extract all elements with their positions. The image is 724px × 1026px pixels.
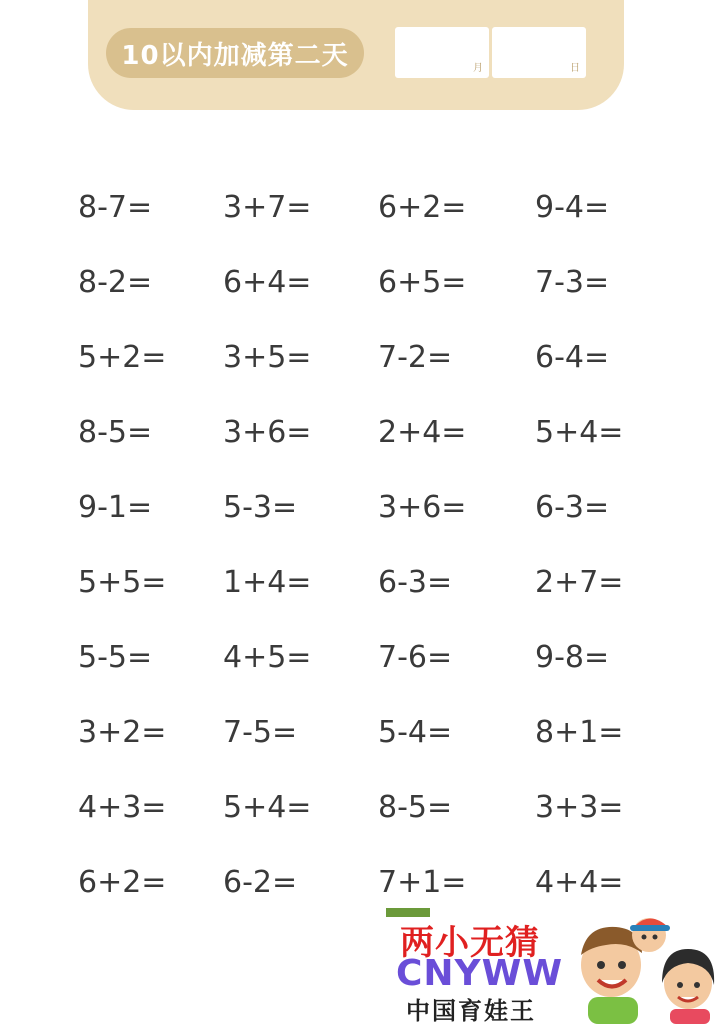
worksheet-title: 10以内加减第二天 <box>106 28 364 78</box>
math-problem: 5+4= <box>535 415 624 450</box>
math-problem: 5-5= <box>78 640 153 675</box>
math-problem: 3+6= <box>223 415 312 450</box>
math-problem: 6-4= <box>535 340 610 375</box>
math-problem: 9-4= <box>535 190 610 225</box>
math-problem: 5-4= <box>378 715 453 750</box>
math-problem: 6+5= <box>378 265 467 300</box>
math-problem: 8-5= <box>378 790 453 825</box>
math-problem: 7-5= <box>223 715 298 750</box>
watermark-line-1: 两小无猜 <box>400 923 540 963</box>
math-problem: 2+4= <box>378 415 467 450</box>
math-problem: 9-8= <box>535 640 610 675</box>
math-problem: 6-3= <box>535 490 610 525</box>
math-problem: 4+5= <box>223 640 312 675</box>
math-problem: 6-3= <box>378 565 453 600</box>
watermark-logo <box>386 905 724 1024</box>
math-problem: 5+5= <box>78 565 167 600</box>
watermark-line-3: 中国育娃王 <box>406 997 536 1025</box>
math-problem: 3+6= <box>378 490 467 525</box>
day-unit-label: 日 <box>570 63 580 74</box>
math-problem: 4+3= <box>78 790 167 825</box>
math-problem: 5-3= <box>223 490 298 525</box>
math-problem: 3+5= <box>223 340 312 375</box>
math-problem: 6+2= <box>78 865 167 900</box>
math-problem: 8-7= <box>78 190 153 225</box>
math-problem: 3+3= <box>535 790 624 825</box>
math-problem: 7-3= <box>535 265 610 300</box>
math-problem: 8+1= <box>535 715 624 750</box>
math-problem: 7+1= <box>378 865 467 900</box>
math-problem: 9-1= <box>78 490 153 525</box>
math-problem: 8-5= <box>78 415 153 450</box>
watermark-line-2: CNYWW <box>396 953 564 994</box>
cartoon-kids-icon <box>566 905 724 1024</box>
month-unit-label: 月 <box>473 63 483 74</box>
math-problem: 5+2= <box>78 340 167 375</box>
math-problem: 7-6= <box>378 640 453 675</box>
math-problem: 6+4= <box>223 265 312 300</box>
math-problem: 4+4= <box>535 865 624 900</box>
math-problem: 7-2= <box>378 340 453 375</box>
math-problem: 3+2= <box>78 715 167 750</box>
math-problem: 6-2= <box>223 865 298 900</box>
math-problem: 3+7= <box>223 190 312 225</box>
math-problem: 1+4= <box>223 565 312 600</box>
math-problem: 8-2= <box>78 265 153 300</box>
math-problem: 2+7= <box>535 565 624 600</box>
math-problem: 5+4= <box>223 790 312 825</box>
math-problem: 6+2= <box>378 190 467 225</box>
